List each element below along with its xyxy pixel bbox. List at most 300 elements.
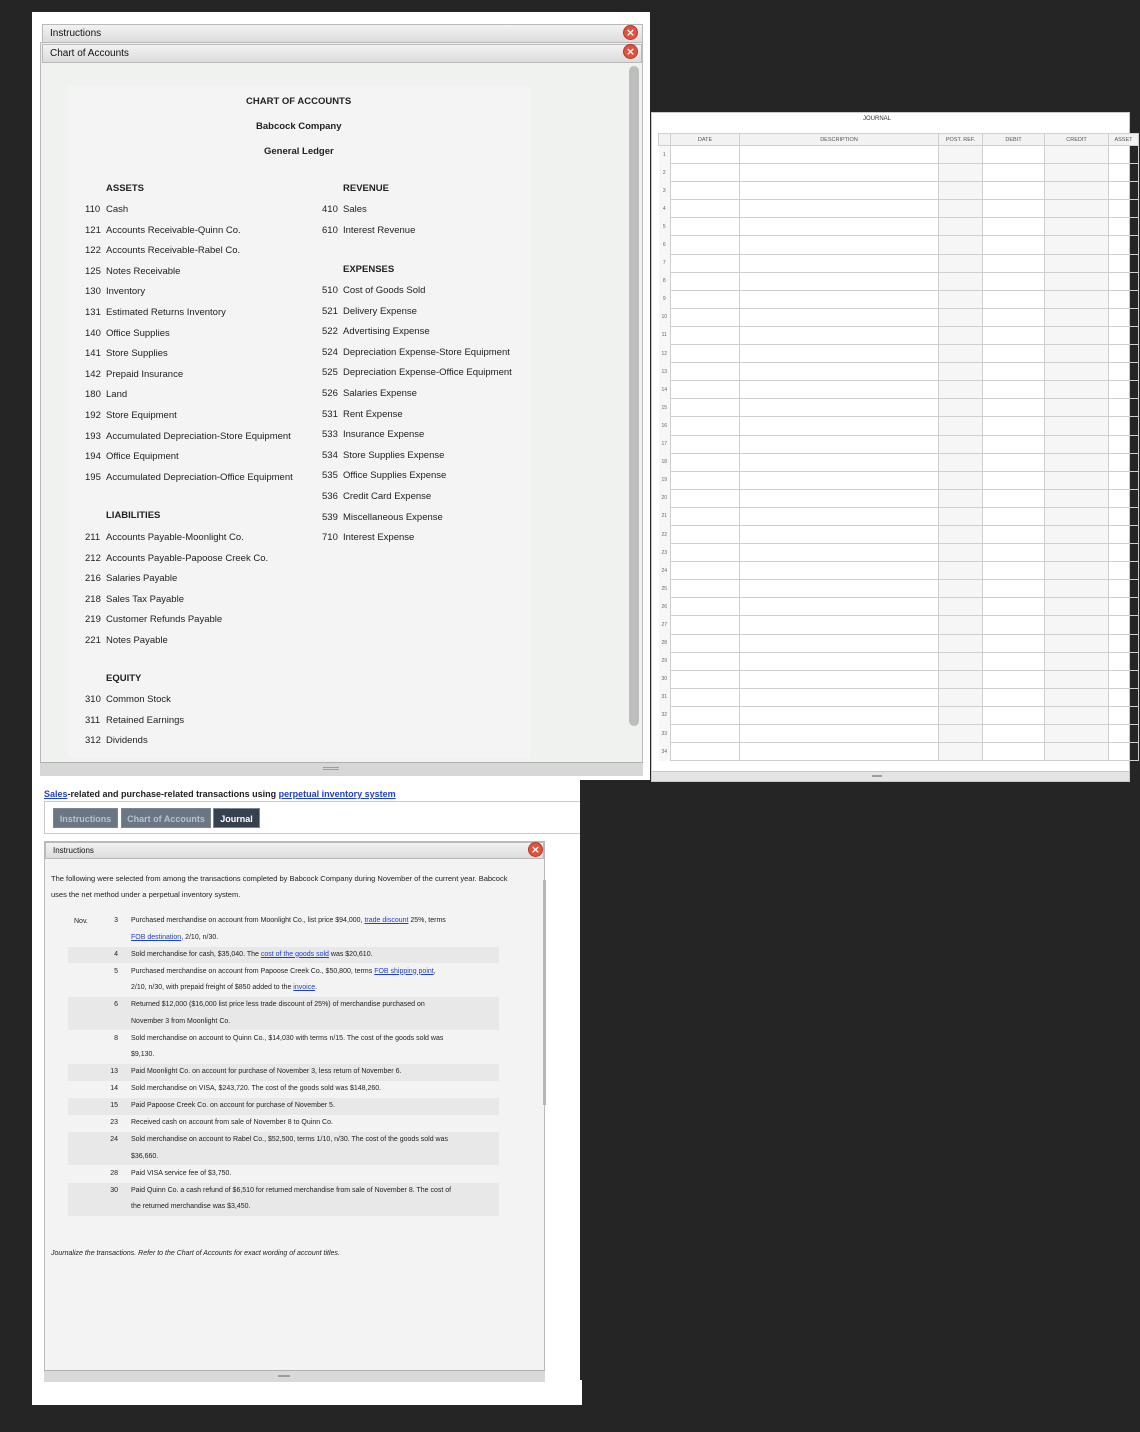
debit-cell[interactable] — [983, 544, 1045, 562]
debit-cell[interactable] — [983, 326, 1045, 344]
transaction-text — [131, 1014, 230, 1031]
account-name: Notes Payable — [106, 635, 168, 646]
post-ref-cell[interactable] — [939, 182, 983, 200]
asset-cell[interactable] — [1109, 544, 1139, 562]
account-name: Sales Tax Payable — [106, 593, 184, 605]
debit-cell[interactable] — [983, 598, 1045, 616]
journal-row — [659, 308, 1139, 326]
journal-row — [659, 417, 1139, 435]
debit-cell[interactable] — [983, 345, 1045, 363]
credit-cell[interactable] — [1045, 544, 1109, 562]
post-ref-cell[interactable] — [939, 453, 983, 471]
debit-cell[interactable] — [983, 236, 1045, 254]
date-cell[interactable] — [671, 544, 740, 562]
credit-cell[interactable] — [1045, 670, 1109, 688]
asset-cell[interactable] — [1109, 254, 1139, 272]
date-cell[interactable] — [671, 725, 740, 743]
asset-cell[interactable] — [1109, 399, 1139, 417]
post-ref-cell[interactable] — [939, 290, 983, 308]
post-ref-cell[interactable] — [939, 236, 983, 254]
post-ref-cell[interactable] — [939, 345, 983, 363]
asset-cell[interactable] — [1109, 417, 1139, 435]
account-name: Salaries Payable — [106, 573, 178, 585]
journal-row — [659, 146, 1139, 164]
asset-cell[interactable] — [1109, 580, 1139, 598]
debit-cell[interactable] — [983, 200, 1045, 218]
date-cell[interactable] — [671, 399, 740, 417]
asset-cell[interactable] — [1109, 381, 1139, 399]
date-cell[interactable] — [671, 272, 740, 290]
description-cell[interactable] — [740, 399, 939, 417]
debit-cell[interactable] — [983, 688, 1045, 706]
date-cell[interactable] — [671, 507, 740, 525]
account-name: Cash — [106, 204, 129, 215]
debit-cell[interactable] — [983, 146, 1045, 164]
post-ref-cell[interactable] — [939, 688, 983, 706]
debit-cell[interactable] — [983, 290, 1045, 308]
journal-row — [659, 290, 1139, 308]
debit-cell[interactable] — [983, 471, 1045, 489]
description-cell[interactable] — [740, 182, 939, 200]
credit-cell[interactable] — [1045, 580, 1109, 598]
credit-cell[interactable] — [1045, 435, 1109, 453]
credit-cell[interactable] — [1045, 652, 1109, 670]
close-icon[interactable]: × — [528, 842, 543, 857]
description-cell[interactable] — [740, 634, 939, 652]
headline-text: -related and purchase-related transactions using — [67, 789, 279, 799]
journal-row — [659, 345, 1139, 363]
transaction-row — [68, 1098, 499, 1115]
post-ref-cell[interactable] — [939, 272, 983, 290]
tab-journal[interactable]: Journal — [213, 808, 260, 828]
debit-cell[interactable] — [983, 363, 1045, 381]
transaction-text-segment: Returned $12,000 ($16,000 list price less trade discount of 25%) of merchandise purchased on — [131, 1001, 425, 1008]
asset-cell[interactable] — [1109, 326, 1139, 344]
journal-grid — [658, 133, 1139, 761]
post-ref-cell[interactable] — [939, 670, 983, 688]
row-number: 20 — [659, 489, 671, 507]
instructions-scrollbar[interactable] — [543, 880, 546, 1105]
date-cell[interactable] — [671, 580, 740, 598]
account-number: 539 — [322, 511, 338, 523]
description-cell[interactable] — [740, 544, 939, 562]
journal-row — [659, 326, 1139, 344]
asset-cell[interactable] — [1109, 471, 1139, 489]
debit-cell[interactable] — [983, 164, 1045, 182]
debit-cell[interactable] — [983, 417, 1045, 435]
description-cell[interactable] — [740, 471, 939, 489]
account-name: Office Supplies — [106, 327, 170, 339]
debit-cell[interactable] — [983, 218, 1045, 236]
date-cell[interactable] — [671, 471, 740, 489]
debit-cell[interactable] — [983, 725, 1045, 743]
description-cell[interactable] — [740, 507, 939, 525]
post-ref-cell[interactable] — [939, 200, 983, 218]
debit-cell[interactable] — [983, 580, 1045, 598]
post-ref-cell[interactable] — [939, 218, 983, 236]
description-cell[interactable] — [740, 525, 939, 543]
post-ref-cell[interactable] — [939, 146, 983, 164]
column-header: POST. REF. — [939, 134, 983, 146]
asset-cell[interactable] — [1109, 164, 1139, 182]
post-ref-cell[interactable] — [939, 254, 983, 272]
post-ref-cell[interactable] — [939, 725, 983, 743]
transaction-text-segment: Paid VISA service fee of $3,750. — [131, 1169, 232, 1177]
account-number: 180 — [85, 389, 101, 401]
description-cell[interactable] — [740, 345, 939, 363]
date-cell[interactable] — [671, 525, 740, 543]
debit-cell[interactable] — [983, 706, 1045, 724]
description-cell[interactable] — [740, 743, 939, 761]
credit-cell[interactable] — [1045, 688, 1109, 706]
date-cell[interactable] — [671, 200, 740, 218]
post-ref-cell[interactable] — [939, 743, 983, 761]
date-cell[interactable] — [671, 688, 740, 706]
asset-cell[interactable] — [1109, 218, 1139, 236]
account-number: 122 — [85, 245, 101, 257]
credit-cell[interactable] — [1045, 182, 1109, 200]
credit-cell[interactable] — [1045, 489, 1109, 507]
account-name: Dividends — [106, 735, 148, 747]
bottom-white-panel-extension — [32, 1380, 582, 1405]
transaction-day: 30 — [110, 1186, 118, 1194]
description-cell[interactable] — [740, 688, 939, 706]
credit-cell[interactable] — [1045, 290, 1109, 308]
credit-cell[interactable] — [1045, 381, 1109, 399]
description-cell[interactable] — [740, 290, 939, 308]
row-number: 27 — [659, 616, 671, 634]
account-number: 121 — [85, 224, 101, 236]
description-cell[interactable] — [740, 580, 939, 598]
post-ref-cell[interactable] — [939, 706, 983, 724]
post-ref-cell[interactable] — [939, 399, 983, 417]
asset-cell[interactable] — [1109, 200, 1139, 218]
date-cell[interactable] — [671, 634, 740, 652]
journal-row — [659, 399, 1139, 417]
account-number: 194 — [85, 451, 101, 463]
description-cell[interactable] — [740, 562, 939, 580]
credit-cell[interactable] — [1045, 254, 1109, 272]
description-cell[interactable] — [740, 435, 939, 453]
credit-cell[interactable] — [1045, 146, 1109, 164]
coa-window-title: Chart of Accounts — [50, 48, 129, 59]
debit-cell[interactable] — [983, 634, 1045, 652]
transaction-text — [131, 1047, 154, 1064]
asset-cell[interactable] — [1109, 670, 1139, 688]
credit-cell[interactable] — [1045, 525, 1109, 543]
post-ref-cell[interactable] — [939, 652, 983, 670]
description-cell[interactable] — [740, 706, 939, 724]
column-header: CREDIT — [1045, 134, 1109, 146]
asset-cell[interactable] — [1109, 725, 1139, 743]
asset-cell[interactable] — [1109, 507, 1139, 525]
transaction-row — [68, 1132, 499, 1165]
asset-cell[interactable] — [1109, 598, 1139, 616]
credit-cell[interactable] — [1045, 562, 1109, 580]
description-cell[interactable] — [740, 670, 939, 688]
description-cell[interactable] — [740, 363, 939, 381]
credit-cell[interactable] — [1045, 743, 1109, 761]
post-ref-cell[interactable] — [939, 616, 983, 634]
transaction-text-segment: Paid Moonlight Co. on account for purchase of November 3, less return of November 6. — [131, 1068, 402, 1075]
date-cell[interactable] — [671, 308, 740, 326]
asset-cell[interactable] — [1109, 272, 1139, 290]
transaction-text-segment: , — [433, 967, 436, 975]
credit-cell[interactable] — [1045, 326, 1109, 344]
transaction-text — [131, 980, 317, 997]
date-cell[interactable] — [671, 670, 740, 688]
account-name: Prepaid Insurance — [106, 368, 184, 380]
credit-cell[interactable] — [1045, 272, 1109, 290]
account-name: Advertising Expense — [343, 326, 430, 338]
account-name: Credit Card Expense — [343, 491, 432, 502]
description-cell[interactable] — [740, 598, 939, 616]
instructions-resize-bar[interactable] — [44, 1370, 545, 1382]
description-cell[interactable] — [740, 236, 939, 254]
debit-cell[interactable] — [983, 399, 1045, 417]
glossary-link[interactable]: cost of the goods sold — [260, 950, 329, 958]
asset-cell[interactable] — [1109, 652, 1139, 670]
credit-cell[interactable] — [1045, 345, 1109, 363]
post-ref-cell[interactable] — [939, 381, 983, 399]
transaction-text-segment: $36,660. — [131, 1152, 159, 1160]
asset-cell[interactable] — [1109, 453, 1139, 471]
post-ref-cell[interactable] — [939, 544, 983, 562]
close-icon[interactable]: × — [623, 25, 638, 40]
asset-cell[interactable] — [1109, 182, 1139, 200]
post-ref-cell[interactable] — [939, 471, 983, 489]
credit-cell[interactable] — [1045, 471, 1109, 489]
credit-cell[interactable] — [1045, 417, 1109, 435]
date-cell[interactable] — [671, 218, 740, 236]
description-cell[interactable] — [740, 272, 939, 290]
date-cell[interactable] — [671, 616, 740, 634]
account-name: Accounts Payable-Papoose Creek Co. — [106, 552, 269, 564]
credit-cell[interactable] — [1045, 634, 1109, 652]
credit-cell[interactable] — [1045, 236, 1109, 254]
credit-cell[interactable] — [1045, 706, 1109, 724]
credit-cell[interactable] — [1045, 598, 1109, 616]
asset-cell[interactable] — [1109, 363, 1139, 381]
post-ref-cell[interactable] — [939, 580, 983, 598]
glossary-link[interactable]: FOB destination — [131, 933, 182, 941]
date-cell[interactable] — [671, 381, 740, 399]
description-cell[interactable] — [740, 164, 939, 182]
credit-cell[interactable] — [1045, 725, 1109, 743]
description-cell[interactable] — [740, 725, 939, 743]
post-ref-cell[interactable] — [939, 489, 983, 507]
date-cell[interactable] — [671, 598, 740, 616]
credit-cell[interactable] — [1045, 399, 1109, 417]
description-cell[interactable] — [740, 254, 939, 272]
post-ref-cell[interactable] — [939, 525, 983, 543]
post-ref-cell[interactable] — [939, 562, 983, 580]
date-cell[interactable] — [671, 345, 740, 363]
debit-cell[interactable] — [983, 381, 1045, 399]
page-headline — [44, 789, 396, 799]
account-name: Insurance Expense — [343, 429, 425, 441]
account-number: 218 — [85, 593, 101, 605]
journal-row — [659, 435, 1139, 453]
post-ref-cell[interactable] — [939, 507, 983, 525]
row-number: 3 — [659, 182, 671, 200]
date-cell[interactable] — [671, 236, 740, 254]
instructions-panel-titlebar[interactable] — [45, 842, 544, 859]
row-number: 5 — [659, 218, 671, 236]
date-cell[interactable] — [671, 743, 740, 761]
description-cell[interactable] — [740, 489, 939, 507]
credit-cell[interactable] — [1045, 200, 1109, 218]
debit-cell[interactable] — [983, 670, 1045, 688]
asset-cell[interactable] — [1109, 345, 1139, 363]
liabilities-heading: LIABILITIES — [106, 510, 161, 521]
credit-cell[interactable] — [1045, 164, 1109, 182]
date-cell[interactable] — [671, 254, 740, 272]
description-cell[interactable] — [740, 326, 939, 344]
date-cell[interactable] — [671, 290, 740, 308]
closing-note: Journalize the transactions. Refer to the Chart of Accounts for exact wording of account titles. — [51, 1250, 340, 1257]
transaction-row — [68, 1183, 499, 1216]
asset-cell[interactable] — [1109, 688, 1139, 706]
debit-cell[interactable] — [983, 182, 1045, 200]
asset-cell[interactable] — [1109, 562, 1139, 580]
account-number: 610 — [322, 224, 338, 236]
account-name: Accounts Payable-Moonlight Co. — [106, 532, 244, 543]
asset-cell[interactable] — [1109, 146, 1139, 164]
asset-cell[interactable] — [1109, 290, 1139, 308]
account-name: Rent Expense — [343, 408, 403, 420]
date-cell[interactable] — [671, 652, 740, 670]
asset-cell[interactable] — [1109, 308, 1139, 326]
perpetual-inventory-link[interactable]: perpetual inventory system — [278, 789, 396, 799]
post-ref-cell[interactable] — [939, 598, 983, 616]
coa-resize-bar[interactable] — [40, 762, 643, 776]
instructions-window-titlebar[interactable] — [42, 24, 643, 43]
glossary-link[interactable]: trade discount — [364, 917, 409, 924]
row-number: 21 — [659, 507, 671, 525]
debit-cell[interactable] — [983, 562, 1045, 580]
coa-window-titlebar[interactable] — [42, 44, 642, 63]
date-cell[interactable] — [671, 363, 740, 381]
credit-cell[interactable] — [1045, 453, 1109, 471]
row-number: 32 — [659, 706, 671, 724]
close-icon[interactable]: × — [623, 44, 638, 59]
transaction-day: 13 — [110, 1068, 118, 1075]
credit-cell[interactable] — [1045, 218, 1109, 236]
asset-cell[interactable] — [1109, 236, 1139, 254]
journal-row — [659, 616, 1139, 634]
journal-resize-bar[interactable] — [652, 771, 1129, 781]
description-cell[interactable] — [740, 146, 939, 164]
transaction-row — [68, 913, 499, 946]
post-ref-cell[interactable] — [939, 326, 983, 344]
account-number: 142 — [85, 368, 101, 380]
description-cell[interactable] — [740, 417, 939, 435]
asset-cell[interactable] — [1109, 743, 1139, 761]
tab-instructions[interactable]: Instructions — [53, 808, 118, 828]
date-cell[interactable] — [671, 453, 740, 471]
asset-cell[interactable] — [1109, 706, 1139, 724]
post-ref-cell[interactable] — [939, 363, 983, 381]
debit-cell[interactable] — [983, 507, 1045, 525]
date-cell[interactable] — [671, 706, 740, 724]
asset-cell[interactable] — [1109, 525, 1139, 543]
glossary-link[interactable]: invoice — [293, 984, 316, 991]
date-cell[interactable] — [671, 417, 740, 435]
debit-cell[interactable] — [983, 616, 1045, 634]
credit-cell[interactable] — [1045, 308, 1109, 326]
journal-row — [659, 254, 1139, 272]
asset-cell[interactable] — [1109, 616, 1139, 634]
journal-row — [659, 544, 1139, 562]
debit-cell[interactable] — [983, 453, 1045, 471]
asset-cell[interactable] — [1109, 435, 1139, 453]
description-cell[interactable] — [740, 616, 939, 634]
date-cell[interactable] — [671, 435, 740, 453]
transaction-text-segment: $9,130. — [131, 1051, 155, 1058]
credit-cell[interactable] — [1045, 363, 1109, 381]
post-ref-cell[interactable] — [939, 634, 983, 652]
journal-row — [659, 471, 1139, 489]
description-cell[interactable] — [740, 218, 939, 236]
transaction-text-segment: Purchased merchandise on account from Papoose Creek Co., $50,800, terms — [131, 967, 375, 975]
description-cell[interactable] — [740, 381, 939, 399]
date-cell[interactable] — [671, 562, 740, 580]
coa-title: CHART OF ACCOUNTS — [246, 96, 352, 107]
description-cell[interactable] — [740, 200, 939, 218]
tab-chart-of-accounts[interactable]: Chart of Accounts — [121, 808, 211, 828]
post-ref-cell[interactable] — [939, 417, 983, 435]
account-number: 310 — [85, 694, 101, 705]
credit-cell[interactable] — [1045, 616, 1109, 634]
transaction-text-segment: Sold merchandise on account to Rabel Co., $52,500, terms 1/10, n/30. The cost of the goods sold was — [131, 1136, 449, 1143]
asset-cell[interactable] — [1109, 489, 1139, 507]
post-ref-cell[interactable] — [939, 308, 983, 326]
coa-scrollbar[interactable] — [629, 66, 639, 726]
credit-cell[interactable] — [1045, 507, 1109, 525]
date-cell[interactable] — [671, 489, 740, 507]
debit-cell[interactable] — [983, 652, 1045, 670]
date-cell[interactable] — [671, 326, 740, 344]
sales-link[interactable]: Sales — [44, 789, 68, 799]
asset-cell[interactable] — [1109, 634, 1139, 652]
debit-cell[interactable] — [983, 489, 1045, 507]
date-cell[interactable] — [671, 146, 740, 164]
glossary-link[interactable]: FOB shipping point — [374, 967, 434, 975]
date-cell[interactable] — [671, 182, 740, 200]
description-cell[interactable] — [740, 652, 939, 670]
row-number: 14 — [659, 381, 671, 399]
debit-cell[interactable] — [983, 254, 1045, 272]
post-ref-cell[interactable] — [939, 435, 983, 453]
description-cell[interactable] — [740, 453, 939, 471]
account-number: 710 — [322, 532, 338, 544]
description-cell[interactable] — [740, 308, 939, 326]
debit-cell[interactable] — [983, 525, 1045, 543]
account-name: Estimated Returns Inventory — [106, 307, 226, 318]
debit-cell[interactable] — [983, 308, 1045, 326]
row-number: 11 — [659, 326, 671, 344]
row-number: 31 — [659, 688, 671, 706]
transaction-text-segment: Purchased merchandise on account from Moonlight Co., list price $94,000, — [131, 917, 365, 924]
post-ref-cell[interactable] — [939, 164, 983, 182]
row-number: 15 — [659, 399, 671, 417]
date-cell[interactable] — [671, 164, 740, 182]
debit-cell[interactable] — [983, 743, 1045, 761]
debit-cell[interactable] — [983, 272, 1045, 290]
instructions-panel-title: Instructions — [53, 846, 94, 855]
debit-cell[interactable] — [983, 435, 1045, 453]
